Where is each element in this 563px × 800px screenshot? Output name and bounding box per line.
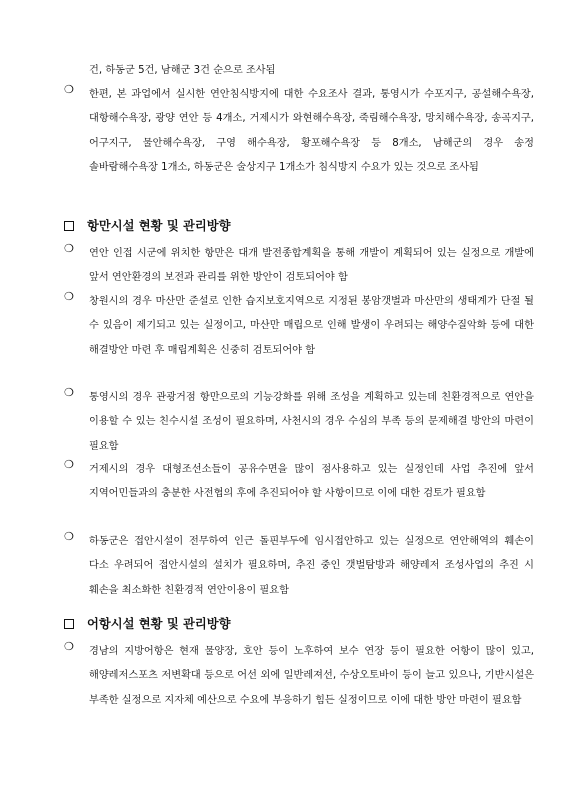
section-title: 항만시설 현황 및 관리방향 xyxy=(87,219,231,233)
circle-bullet-icon: ❍ xyxy=(64,242,74,255)
list-item xyxy=(64,530,534,603)
list-item-text: 거제시의 경우 대형조선소들이 공유수면을 많이 점사용하고 있는 실정인데 사업 추진에 앞서 지역어민들과의 충분한 사전협의 후에 추진되어야 할 사항이므로 이에 대한 검토가 필요함 xyxy=(89,464,534,500)
list-item xyxy=(64,290,534,363)
circle-bullet-icon: ❍ xyxy=(64,458,74,471)
list-item-text: 통영시의 경우 관광거점 항만으로의 기능강화를 위해 조성을 계획하고 있는데 친환경적으로 연안을 이용할 수 있는 친수시설 조성이 필요하며, 사천시의 경우 수심의 부족 등의 문제해결 방안의 마련이 필요함 xyxy=(89,392,534,452)
list-item xyxy=(64,458,534,507)
square-bullet-icon xyxy=(64,619,74,629)
list-item-text: 연안 인접 시군에 위치한 항만은 대개 발전종합계획을 통해 개발이 계획되어 있는 실정으로 개발에 앞서 연안환경의 보전과 관리를 위한 방안이 검토되어야 함 xyxy=(89,248,534,284)
circle-bullet-icon: ❍ xyxy=(64,640,74,653)
list-item-text: 경남의 지방어항은 현재 물양장, 호안 등이 노후하여 보수 연장 등이 필요한 어항이 많이 있고, 해양레저스포츠 저변확대 등으로 어선 외에 일반레져선, 수상오토바이 등이 늘고 있으나, 기반시설은 부족한 실정으로 지자체 예산으로 수요에 부응하기 힘든 실정이므로 이에 대한 방안 마련이 필요함 xyxy=(89,646,534,706)
section-heading-port xyxy=(64,219,534,237)
list-item xyxy=(64,242,534,291)
list-item xyxy=(64,640,534,713)
section-title: 어항시설 현황 및 관리방향 xyxy=(87,617,231,631)
list-item-text: 한편, 본 과업에서 실시한 연안침식방지에 대한 수요조사 결과, 통영시가 수포지구, 공설해수욕장, 대항해수욕장, 광양 연안 등 4개소, 거제시가 와현해수욕장, 죽림해수욕장, 망치해수욕장, 송곡지구, 어구지구, 물안해수욕장, 구영 해수욕장, 황포해수욕장 등 8개소, 남해군의 경우 송정 솔바람해수욕장 1개소, 하동군은 술상지구 1개소가 침식방지 수요가 있는 것으로 조사됨 xyxy=(89,89,534,173)
list-item-text: 하동군은 접안시설이 전무하여 인근 돌핀부두에 임시접안하고 있는 실정으로 연안해역의 훼손이 다소 우려되어 접안시설의 설치가 필요하며, 추진 중인 갯벌탐방과 해양레저 조성사업의 추진 시 훼손을 최소화한 친환경적 연안이용이 필요함 xyxy=(89,536,534,596)
list-item-text: 창원시의 경우 마산만 준설로 인한 습지보호지역으로 지정된 봉암갯벌과 마산만의 생태계가 단절 될 수 있음이 제기되고 있는 실정이고, 마산만 매립으로 인해 발생이 우려되는 해양수질악화 등에 대한 해결방안 마련 후 매립계획은 신중히 검토되어야 함 xyxy=(89,296,534,356)
circle-bullet-icon: ❍ xyxy=(64,83,74,96)
square-bullet-icon xyxy=(64,221,74,231)
list-item xyxy=(64,386,534,459)
circle-bullet-icon: ❍ xyxy=(64,386,74,399)
circle-bullet-icon: ❍ xyxy=(64,530,74,543)
continued-text-line: 건, 하동군 5건, 남해군 3건 순으로 조사됨 xyxy=(89,65,276,76)
circle-bullet-icon: ❍ xyxy=(64,290,74,303)
section-heading-fishing-port xyxy=(64,617,534,635)
list-item xyxy=(64,83,534,180)
